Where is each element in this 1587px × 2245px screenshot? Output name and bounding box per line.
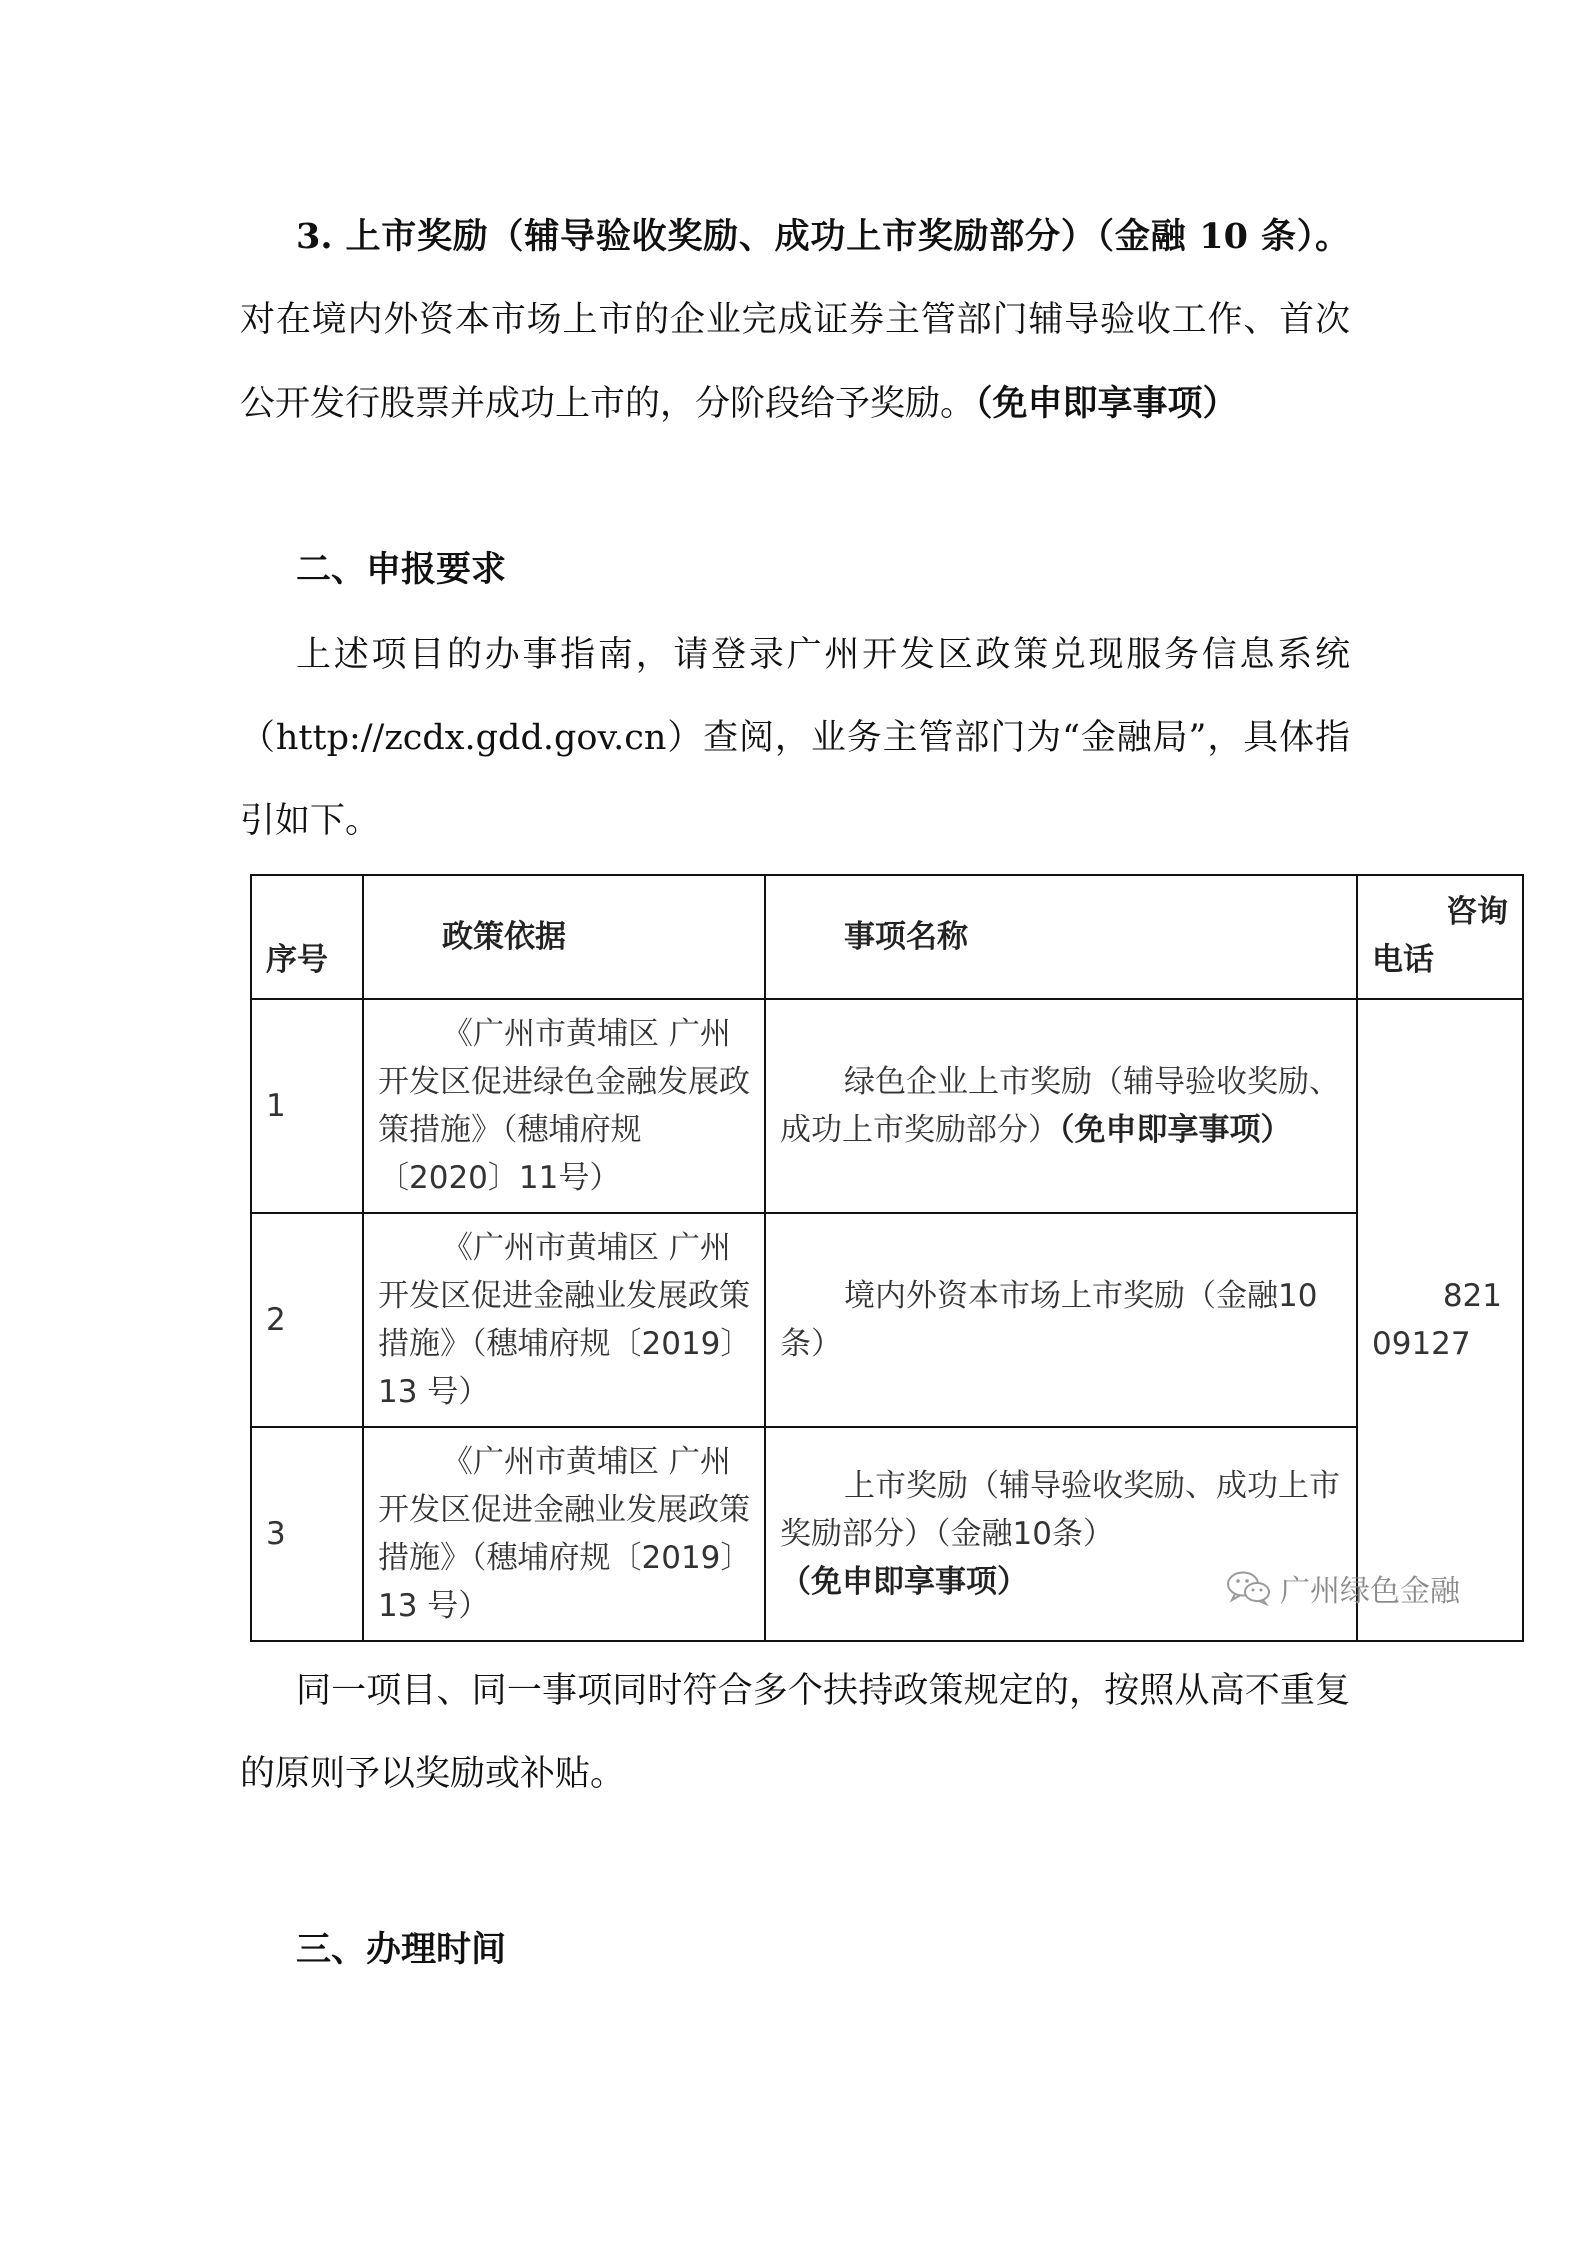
row-no: 3 xyxy=(251,1427,363,1641)
row-item-name xyxy=(765,999,1357,1213)
section3-title: 3. 上市奖励（辅导验收奖励、成功上市奖励部分）（金融 10 条）。 xyxy=(296,216,1350,257)
row-policy-basis: 《广州市黄埔区 广州开发区促进金融业发展政策措施》（穗埔府规〔2019〕13 号） xyxy=(363,1213,765,1427)
table-header-row xyxy=(251,875,1523,999)
header-item-name: 事项名称 xyxy=(765,875,1357,999)
row-item-text: 上市奖励（辅导验收奖励、成功上市奖励部分）（金融10条） xyxy=(780,1468,1340,1552)
watermark-text: 广州绿色金融 xyxy=(1280,1574,1460,1609)
policy-table xyxy=(250,874,1524,1642)
watermark xyxy=(1226,1566,1460,1610)
row-item-name xyxy=(765,1213,1357,1427)
requirement-paragraph: 上述项目的办事指南，请登录广州开发区政策兑现服务信息系统（http://zcdx.gdd.gov.cn）查阅，业务主管部门为“金融局”，具体指引如下。 xyxy=(240,635,1350,841)
phone-cell xyxy=(1357,999,1523,1641)
phone-number-line1: 821 xyxy=(1442,1278,1502,1314)
header-no: 序号 xyxy=(251,875,363,999)
row-policy-basis: 《广州市黄埔区 广州开发区促进金融业发展政策措施》（穗埔府规〔2019〕13 号） xyxy=(363,1427,765,1641)
section3-body: 对在境内外资本市场上市的企业完成证券主管部门辅导验收工作、首次公开发行股票并成功上市的，分阶段给予奖励。 xyxy=(240,300,1350,424)
row-item-tag: （免申即享事项） xyxy=(1059,1112,1292,1148)
section3-tag: （免申即享事项） xyxy=(975,383,1238,424)
table-row xyxy=(251,1213,1523,1427)
heading-processing-time: 三、办理时间 xyxy=(296,1929,507,1970)
wechat-icon xyxy=(1226,1570,1272,1606)
row-no: 1 xyxy=(251,999,363,1213)
header-phone-line2: 电话 xyxy=(1372,942,1434,978)
row-item-text: 绿色企业上市奖励（辅导验收奖励、成功上市奖励部分） xyxy=(780,1064,1340,1148)
after-table-paragraph: 同一项目、同一事项同时符合多个扶持政策规定的，按照从高不重复的原则予以奖励或补贴。 xyxy=(240,1671,1350,1794)
row-item-tag: （免申即享事项） xyxy=(780,1564,1028,1600)
table-row xyxy=(251,999,1523,1213)
row-item-text: 境内外资本市场上市奖励（金融10条） xyxy=(780,1278,1318,1362)
row-policy-basis: 《广州市黄埔区 广州开发区促进绿色金融发展政策措施》（穗埔府规〔2020〕11号） xyxy=(363,999,765,1213)
header-policy-basis: 政策依据 xyxy=(363,875,765,999)
heading-application-requirements: 二、申报要求 xyxy=(296,549,507,590)
row-no: 2 xyxy=(251,1213,363,1427)
phone-number-line2: 09127 xyxy=(1372,1326,1471,1362)
section3-paragraph xyxy=(240,195,1350,446)
header-phone-line1: 咨询 xyxy=(1446,894,1508,930)
header-phone xyxy=(1357,875,1523,999)
